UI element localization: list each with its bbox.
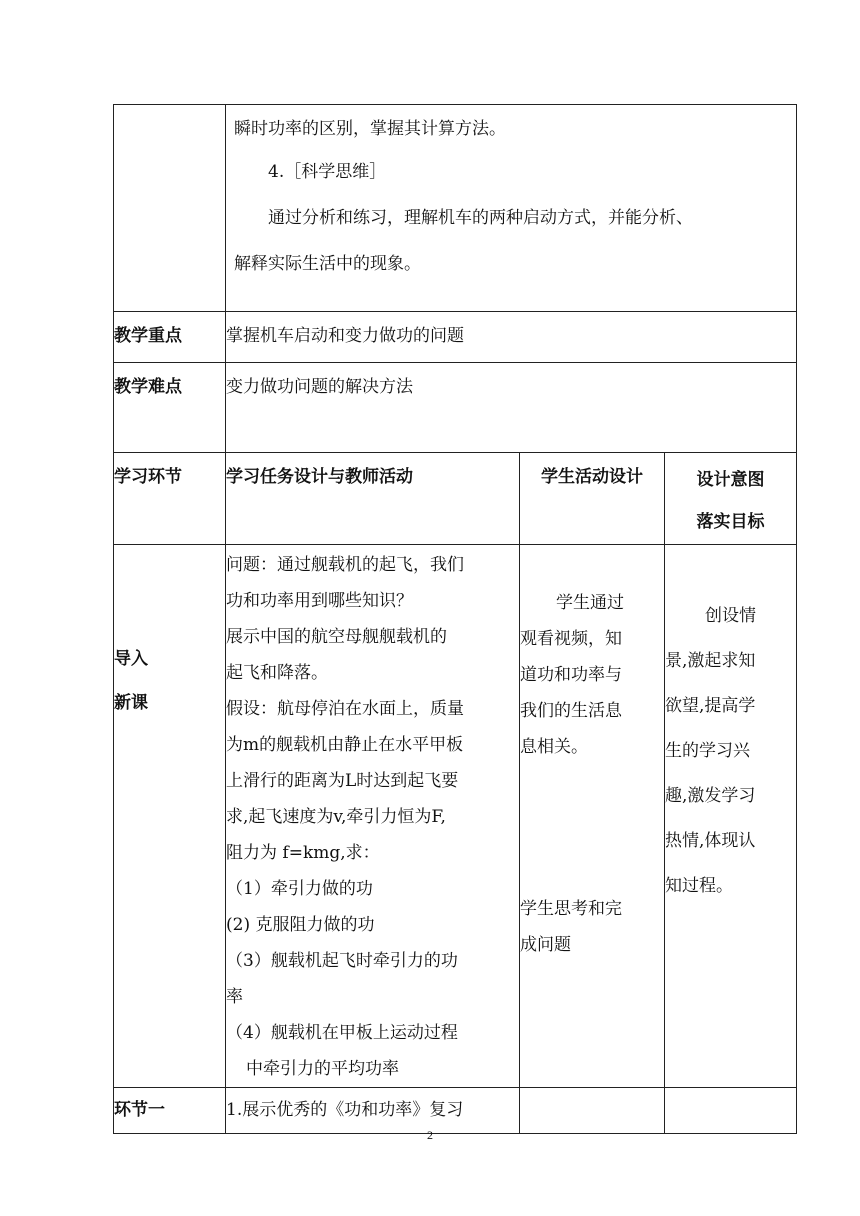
intro-task-line: 起飞和降落。	[226, 663, 328, 683]
intro-task-line: 假设：航母停泊在水面上，质量	[226, 699, 464, 719]
intro-student-line: 学生思考和完	[520, 899, 622, 919]
intro-intent-line: 欲望,提高学	[665, 696, 756, 716]
intro-intent-line: 知过程。	[665, 876, 733, 896]
header-intent	[665, 453, 797, 545]
intro-task-line: (2) 克服阻力做的功	[226, 915, 375, 935]
section1-row	[114, 1088, 797, 1134]
key-point-text: 掌握机车启动和变力做功的问题	[226, 312, 797, 363]
key-point-row	[114, 312, 797, 363]
intro-task-line: 求,起飞速度为v,牵引力恒为F,	[226, 807, 446, 827]
intro-task-line: 展示中国的航空母舰舰载机的	[226, 627, 447, 647]
intro-student-line: 学生通过	[556, 593, 624, 613]
intro-stage	[114, 545, 226, 1088]
intro-student-line: 观看视频，知	[520, 629, 622, 649]
lesson-plan-table	[113, 104, 797, 1134]
intro-row	[114, 545, 797, 1088]
header-student: 学生活动设计	[520, 453, 665, 545]
intro-intent-line: 创设情	[705, 606, 756, 626]
intro-intent-line: 热情,体现认	[665, 831, 756, 851]
intro-task-line: 为m的舰载机由静止在水平甲板	[226, 735, 464, 755]
intro-student-cell	[520, 545, 665, 1088]
intro-intent-line: 生的学习兴	[665, 741, 750, 761]
objective-item4-heading: 4.［科学思维］	[268, 162, 387, 182]
section1-student	[520, 1088, 665, 1134]
objectives-content-cell	[226, 105, 797, 312]
objective-line: 瞬时功率的区别，掌握其计算方法。	[234, 119, 506, 139]
intro-task-line: 问题：通过舰载机的起飞，我们	[226, 555, 464, 575]
intro-student-line: 息相关。	[520, 737, 588, 757]
intro-student-line: 成问题	[520, 935, 571, 955]
difficulty-label: 教学难点	[114, 363, 226, 453]
intro-stage-line2: 新课	[114, 693, 148, 713]
intro-task-line: 功和功率用到哪些知识？	[226, 591, 413, 611]
page-number: 2	[427, 1128, 433, 1142]
intro-task-line: （3）舰载机起飞时牵引力的功	[226, 951, 458, 971]
intro-task-line: 率	[226, 987, 243, 1007]
key-point-label: 教学重点	[114, 312, 226, 363]
intro-student-line: 道功和功率与	[520, 665, 622, 685]
header-row	[114, 453, 797, 545]
section1-stage: 环节一	[114, 1088, 226, 1134]
intro-intent-line: 景,激起求知	[665, 651, 756, 671]
intro-student-line: 我们的生活息	[520, 701, 622, 721]
header-stage: 学习环节	[114, 453, 226, 545]
difficulty-text: 变力做功问题的解决方法	[226, 363, 797, 453]
intro-intent-line: 趣,激发学习	[665, 786, 756, 806]
intro-task-line: （4）舰载机在甲板上运动过程	[226, 1023, 458, 1043]
intro-task-line: （1）牵引力做的功	[226, 879, 373, 899]
objective-line: 解释实际生活中的现象。	[234, 254, 421, 274]
intro-intent-cell	[665, 545, 797, 1088]
intro-stage-line1: 导入	[114, 649, 148, 669]
header-intent-line1: 设计意图	[696, 470, 765, 490]
intro-task-line: 阻力为 f=kmg,求：	[226, 843, 380, 863]
section1-task: 1.展示优秀的《功和功率》复习	[226, 1088, 520, 1134]
difficulty-row	[114, 363, 797, 453]
header-intent-line2: 落实目标	[696, 512, 765, 532]
header-task: 学习任务设计与教师活动	[226, 453, 520, 545]
intro-task-line: 中牵引力的平均功率	[246, 1059, 399, 1079]
objectives-label-cell	[114, 105, 226, 312]
intro-task-line: 上滑行的距离为L时达到起飞要	[226, 771, 459, 791]
section1-intent	[665, 1088, 797, 1134]
objectives-row	[114, 105, 797, 312]
objective-line: 通过分析和练习，理解机车的两种启动方式，并能分析、	[268, 208, 693, 228]
intro-task-cell	[226, 545, 520, 1088]
